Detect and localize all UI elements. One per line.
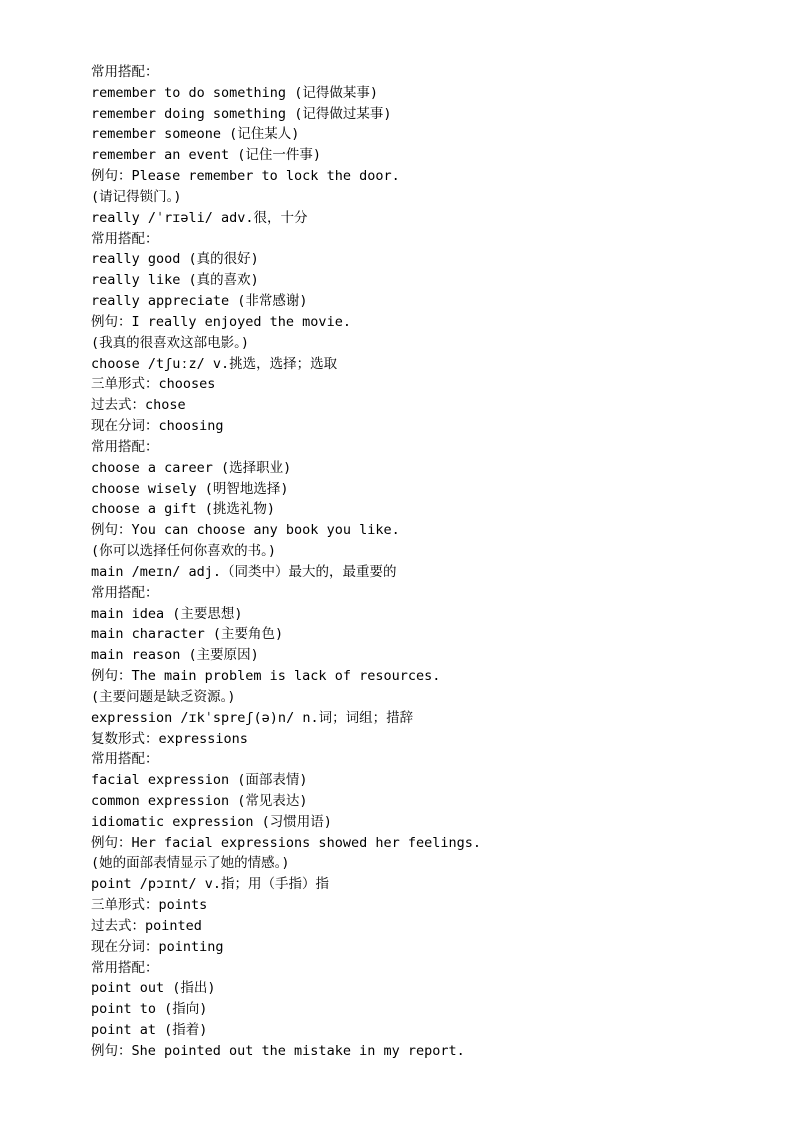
text-line: main character (主要角色) <box>91 626 284 643</box>
text-line: remember someone (记住某人) <box>91 126 300 143</box>
text-line: 常用搭配： <box>91 64 159 80</box>
text-line: facial expression (面部表情) <box>91 772 308 789</box>
text-line: point to (指向) <box>91 1001 208 1018</box>
text-line: 现在分词：pointing <box>91 938 224 955</box>
text-line: 现在分词：choosing <box>91 418 224 435</box>
text-line: choose a career (选择职业) <box>91 459 292 476</box>
text-line: expression /ɪkˈspreʃ(ə)n/ n.词；词组；措辞 <box>91 709 414 726</box>
text-line: really good (真的很好) <box>91 251 259 268</box>
text-line: main reason (主要原因) <box>91 647 259 664</box>
text-line: 常用搭配： <box>91 959 159 976</box>
text-line: point /pɔɪnt/ v.指；用（手指）指 <box>91 876 330 893</box>
text-line: 例句：Her facial expressions showed her feelings. <box>91 834 481 851</box>
document-body <box>91 62 771 1062</box>
text-line: 三单形式：points <box>91 897 208 914</box>
text-line: 例句：You can choose any book you like. <box>91 522 400 539</box>
text-line: point at (指着) <box>91 1022 208 1039</box>
text-line: 过去式：pointed <box>91 917 202 934</box>
text-line: main idea (主要思想) <box>91 605 243 622</box>
text-line: 例句：The main problem is lack of resources. <box>91 668 441 685</box>
text-line: 常用搭配： <box>91 438 159 455</box>
text-line: really /ˈrɪəli/ adv.很，十分 <box>91 209 308 226</box>
text-line: really like (真的喜欢) <box>91 272 259 289</box>
text-line: 常用搭配： <box>91 584 159 601</box>
text-line: 常用搭配： <box>91 230 159 247</box>
text-line: (请记得锁门。) <box>91 188 182 205</box>
text-line: (我真的很喜欢这部电影。) <box>91 334 250 351</box>
text-line: really appreciate (非常感谢) <box>91 293 308 310</box>
text-line: (她的面部表情显示了她的情感。) <box>91 855 290 872</box>
text-line: 例句：I really enjoyed the movie. <box>91 313 351 330</box>
text-line: 例句：She pointed out the mistake in my report. <box>91 1042 465 1059</box>
text-line: (你可以选择任何你喜欢的书。) <box>91 543 277 560</box>
text-line: point out (指出) <box>91 980 216 997</box>
text-line: 过去式：chose <box>91 397 186 414</box>
text-line: choose wisely (明智地选择) <box>91 480 289 497</box>
text-line: 常用搭配： <box>91 751 159 768</box>
text-line: choose /tʃuːz/ v.挑选，选择；选取 <box>91 355 338 372</box>
text-line: idiomatic expression (习惯用语) <box>91 813 332 830</box>
text-line: common expression (常见表达) <box>91 792 308 809</box>
text-line: 复数形式：expressions <box>91 730 248 747</box>
text-line: 三单形式：chooses <box>91 376 216 393</box>
text-line: remember to do something (记得做某事) <box>91 84 378 101</box>
text-line: (主要问题是缺乏资源。) <box>91 688 236 705</box>
text-line: choose a gift (挑选礼物) <box>91 501 276 518</box>
text-line: remember an event (记住一件事) <box>91 147 322 164</box>
text-line: main /meɪn/ adj.（同类中）最大的，最重要的 <box>91 563 397 580</box>
text-line: remember doing something (记得做过某事) <box>91 105 392 122</box>
text-line: 例句：Please remember to lock the door. <box>91 168 400 185</box>
